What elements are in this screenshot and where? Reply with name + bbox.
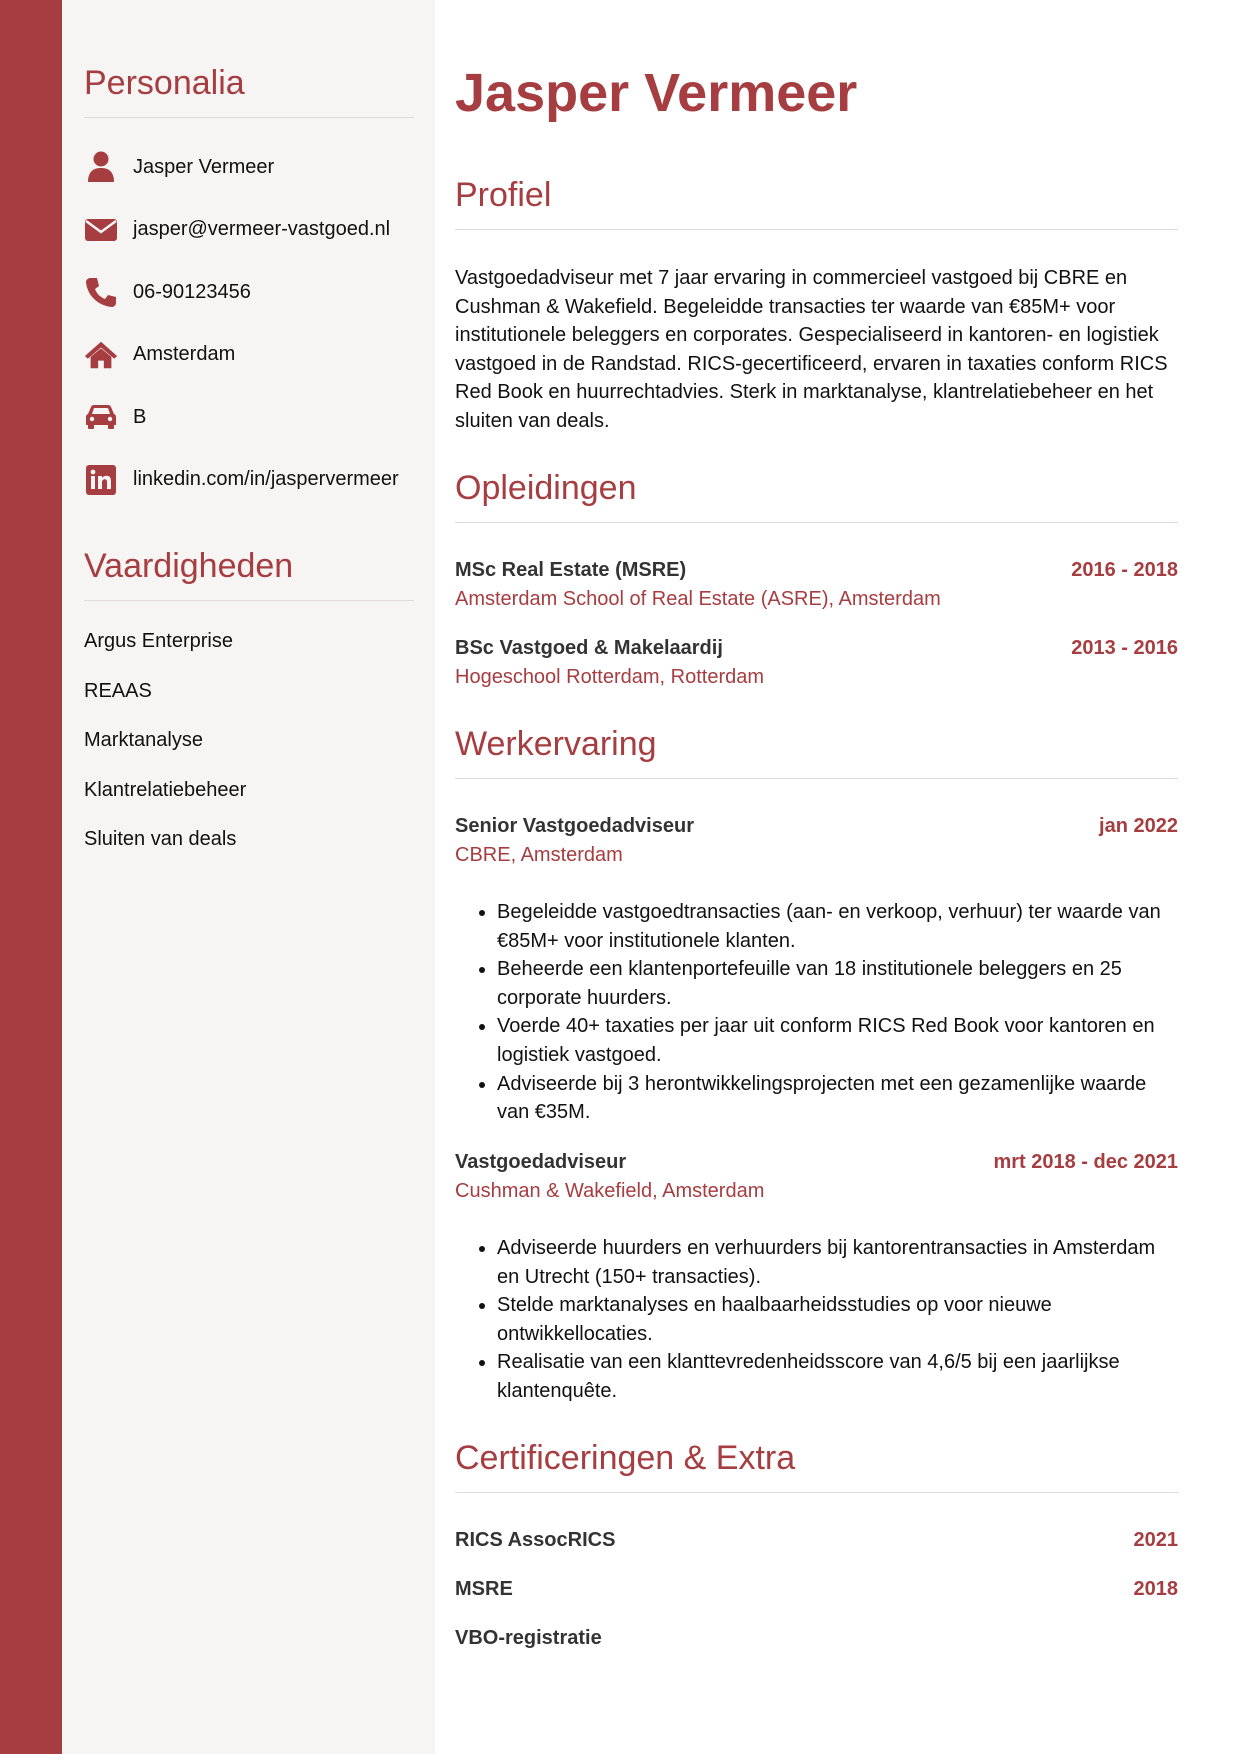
car-icon — [84, 400, 118, 434]
certification-row — [455, 1627, 1178, 1650]
contact-linkedin[interactable]: linkedin.com/in/jaspervermeer — [133, 468, 399, 491]
education-dates: 2013 - 2016 — [1071, 637, 1178, 659]
experience-bullet: • Adviseerde bij 3 herontwikkelingsprojecten met een gezamenlijke waarde van €35M. — [497, 1070, 1178, 1127]
experience-company: CBRE, Amsterdam — [455, 844, 623, 866]
education-entry — [455, 559, 1178, 611]
contact-item-name — [84, 136, 414, 199]
experience-bullet: • Begeleidde vastgoedtransacties (aan- en verkoop, verhuur) ter waarde van €85M+ voor institutionele klanten. — [497, 898, 1178, 955]
experience-company: Cushman & Wakefield, Amsterdam — [455, 1180, 765, 1202]
accent-bar — [0, 0, 62, 1754]
experience-role: Senior Vastgoedadviseur — [455, 815, 694, 837]
contact-phone[interactable]: 06-90123456 — [133, 280, 251, 303]
certification-year: 2018 — [1133, 1578, 1178, 1600]
skills-list — [84, 621, 414, 869]
contact-item-linkedin — [84, 449, 414, 512]
education-institution: Amsterdam School of Real Estate (ASRE), Amsterdam — [455, 588, 941, 610]
contact-license: B — [133, 405, 147, 428]
skill-item: Klantrelatiebeheer — [84, 778, 247, 801]
experience-bullets — [455, 898, 1178, 1127]
profile-text: Vastgoedadviseur met 7 jaar ervaring in commercieel vastgoed bij CBRE en Cushman & Wakefield. Begeleidde transacties ter waarde van €85M+ voor institutionele beleggers en corporates. Gespecialiseerd in kantoren- en logistiek vastgoed in de Randstad. RICS-gecertificeerd, ervaren in taxaties conform RICS Red Book en huurrechtadvies. Sterk in marktanalyse, klantrelatiebeheer en het sluiten van deals. — [455, 267, 1168, 432]
contact-item-email — [84, 199, 414, 262]
contact-item-phone — [84, 261, 414, 324]
experience-bullets — [455, 1234, 1178, 1406]
certification-name: MSRE — [455, 1578, 513, 1600]
education-institution: Hogeschool Rotterdam, Rotterdam — [455, 666, 765, 688]
contact-list — [84, 136, 414, 511]
contact-email[interactable]: jasper@vermeer-vastgoed.nl — [133, 218, 391, 241]
experience-bullet: • Stelde marktanalyses en haalbaarheidsstudies op voor nieuwe ontwikkellocaties. — [497, 1291, 1178, 1348]
experience-dates: jan 2022 — [1099, 815, 1178, 837]
envelope-icon — [84, 213, 118, 247]
user-icon — [84, 150, 118, 184]
phone-icon — [84, 275, 118, 309]
certification-row — [455, 1578, 1178, 1601]
education-dates: 2016 - 2018 — [1071, 559, 1178, 581]
contact-item-license — [84, 386, 414, 449]
education-degree: MSc Real Estate (MSRE) — [455, 559, 687, 581]
education-degree: BSc Vastgoed & Makelaardij — [455, 637, 723, 659]
experience-bullet: • Beheerde een klantenportefeuille van 18 institutionele beleggers en 25 corporate huurders. — [497, 955, 1178, 1012]
experience-heading: Werkervaring — [455, 725, 1178, 779]
certification-name: VBO-registratie — [455, 1627, 602, 1649]
education-entry — [455, 637, 1178, 689]
skill-item: Argus Enterprise — [84, 630, 233, 652]
experience-bullet: • Adviseerde huurders en verhuurders bij kantorentransacties in Amsterdam en Utrecht (150+ transacties). — [497, 1234, 1178, 1291]
certifications-heading: Certificeringen & Extra — [455, 1439, 1178, 1493]
certification-year: 2021 — [1133, 1529, 1178, 1551]
linkedin-icon — [84, 463, 118, 497]
contact-location: Amsterdam — [133, 343, 236, 366]
experience-bullet: • Realisatie van een klanttevredenheidsscore van 4,6/5 bij een jaarlijkse klantenquête. — [497, 1348, 1178, 1405]
home-icon — [84, 338, 118, 372]
profile-heading: Profiel — [455, 176, 1178, 230]
skill-item: Sluiten van deals — [84, 828, 237, 850]
contact-item-location — [84, 324, 414, 387]
skill-item: REAAS — [84, 679, 152, 702]
certification-row — [455, 1529, 1178, 1552]
experience-role: Vastgoedadviseur — [455, 1151, 627, 1173]
sidebar — [62, 0, 435, 1754]
sidebar-content — [84, 64, 414, 869]
experience-bullet: • Voerde 40+ taxaties per jaar uit conform RICS Red Book voor kantoren en logistiek vastgoed. — [497, 1012, 1178, 1069]
candidate-name: Jasper Vermeer — [455, 63, 858, 123]
experience-entry — [455, 815, 1178, 867]
certification-name: RICS AssocRICS — [455, 1529, 616, 1551]
personalia-heading: Personalia — [84, 64, 414, 118]
skill-item: Marktanalyse — [84, 729, 203, 751]
contact-name: Jasper Vermeer — [133, 155, 275, 178]
education-heading: Opleidingen — [455, 469, 1178, 523]
experience-entry — [455, 1151, 1178, 1203]
skills-heading: Vaardigheden — [84, 547, 414, 601]
experience-dates: mrt 2018 - dec 2021 — [993, 1151, 1178, 1173]
